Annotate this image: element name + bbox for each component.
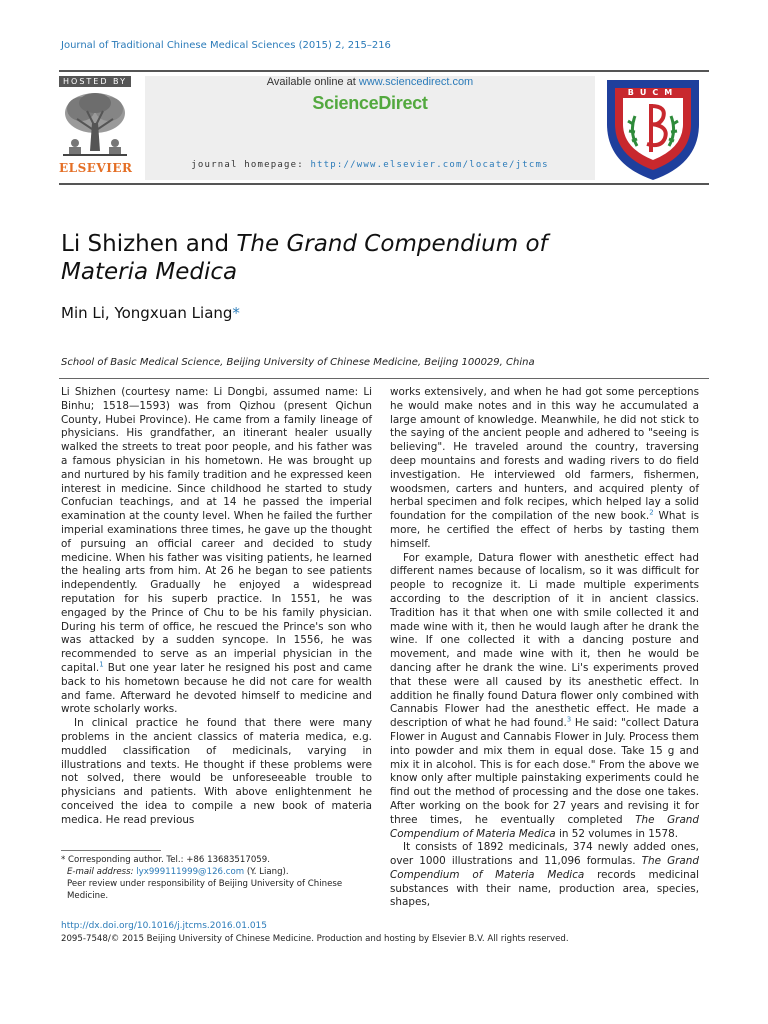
reference-link-1[interactable]: 1 <box>99 660 104 669</box>
title-italic-1: The Grand Compendium of <box>236 231 548 257</box>
book-title: The Grand Compendium of Materia Medica <box>390 813 699 840</box>
bucm-crest-icon <box>601 72 705 184</box>
peer-review-note: Peer review under responsibility of Beijing University of Chinese Medicine. <box>67 879 343 901</box>
corresponding-author-note: * Corresponding author. Tel.: +86 13683517059. <box>61 855 270 865</box>
paragraph-text: In clinical practice he found that there were many problems in the ancient classics of materia medica, e.g. muddled classification of medicinals, varying in illustrations and texts. He thought if these problems were not solved, there would be unforeseeable trouble to physicians and patients. With above enlightenment he conceived the idea to compile a new book of materia medica. He read previous <box>61 717 372 826</box>
footnote-rule <box>61 850 161 851</box>
body-paragraph <box>390 841 699 910</box>
paragraph-text: What is more, he certified the effect of herbs by tasting them himself. <box>390 510 699 550</box>
reference-link-3[interactable]: 3 <box>566 715 572 724</box>
paragraph-text: He said: "collect Datura Flower in August and Cannabis Flower in July. Process them into powder and mix them in equal dose. Take 15 g and mix it in alcohol. This is for each dose." From the above we know only after multiple painstaking experiments could he find out the method of processing and the dose one takes. After working on the book for 27 years and revising it for three times, he eventually completed <box>390 717 699 826</box>
sciencedirect-banner <box>145 76 595 180</box>
paragraph-text: It consists of 1892 medicinals, 374 newly added ones, over 1000 illustrations and 11,096 formulas. <box>390 841 699 868</box>
elsevier-logo[interactable] <box>59 76 135 180</box>
paragraph-text: For example, Datura flower with anesthetic effect had different names because of localism, so it was difficult for people to recognize it. Li made multiple experiments according to the description of it in ancient classics. Tradition has it that when one with smile collected it and made wine with it, then he would laugh after he drank the wine. If one collected it with a dancing posture and movement, and made wine with it, then he would be dancing after he drank the wine. Li's experiments proved that these were all caused by its anesthetic effect. In addition he finally found Datura flower only combined with Cannabis Flower had the anesthetic effect. He made a description of what he had found. <box>390 551 699 730</box>
title-plain: Li Shizhen and <box>61 231 237 257</box>
body-paragraph <box>390 386 699 552</box>
title-italic-2: Materia Medica <box>61 259 238 285</box>
doi-link[interactable]: http://dx.doi.org/10.1016/j.jtcms.2016.01.015 <box>61 921 268 931</box>
body-column-right <box>390 386 699 910</box>
body-paragraph <box>61 386 372 717</box>
masthead-bottom-rule <box>59 183 709 185</box>
journal-homepage <box>145 160 595 170</box>
body-column-left <box>61 386 372 828</box>
reference-link-2[interactable]: 2 <box>649 508 654 517</box>
paragraph-text: works extensively, and when he had got some perceptions he would make notes and in this way he accumulated a large amount of knowledge. Meanwhile, he did not stick to the saying of the ancient people and adhered to "seeing is believing". He traveled around the country, traversing deep mountains and forests and wading rivers to do field investigation. He interviewed old farmers, fishermen, woodsmen, carters and hunters, and acquired plenty of herbal specimen and folk recipes, which helped lay a solid foundation for the compilation of the new book. <box>390 386 699 523</box>
section-divider <box>59 378 709 379</box>
paragraph-text: records medicinal substances with their name, production area, species, shapes, <box>390 868 699 909</box>
homepage-label: journal homepage: <box>191 160 311 170</box>
email-link[interactable]: lyx999111999@126.com <box>136 867 245 877</box>
sciencedirect-logo[interactable]: ScienceDirect <box>312 93 428 113</box>
sciencedirect-link[interactable]: www.sciencedirect.com <box>358 76 474 88</box>
paragraph-text: in 52 volumes in 1578. <box>555 827 679 840</box>
paragraph-text: Li Shizhen (courtesy name: Li Dongbi, assumed name: Li Binhu; 1518—1593) was from Qizhou (present Qichun County, Hubei Province). He came from a family lineage of physicians. His grandfather, an itinerant healer usually walked the streets to treat poor people, and his father was a famous physician in his hometown. He was brought up and nurtured by his family tradition and he expressed keen interest in medicine. Since childhood he started to study Confucian teachings, and at 14 he passed the imperial examination at the county level. When he failed the further imperial examinations three times, he gave up the thought of pursuing an official career and decided to study medicine. When his father was visiting patients, he learned the healing arts from him. At 26 he began to see patients independently. Gradually he enjoyed a widespread reputation for his superb practice. In 1551, he was engaged by the Prince of Chu to be his family physician. During his term of office, he rescued the Prince's son who was attacked by a sudden syncope. In 1556, he was recommended to serve as an imperial physician in the capital. <box>61 386 372 674</box>
copyright-line: 2095-7548/© 2015 Beijing University of Chinese Medicine. Production and hosting by Elsevier B.V. All rights reserved. <box>61 934 569 944</box>
author-names: Min Li, Yongxuan Liang <box>61 304 233 322</box>
body-paragraph <box>61 717 372 827</box>
email-note <box>61 866 372 878</box>
body-paragraph <box>390 552 699 842</box>
paragraph-text: But one year later he resigned his post and came back to his hometown because he did not care for wealth and fame. Afterward he devoted himself to medicine and wrote scholarly works. <box>61 661 372 716</box>
email-label: E-mail address: <box>67 867 137 877</box>
corresponding-author-mark[interactable]: * <box>232 304 240 322</box>
hosted-by-label: HOSTED BY <box>59 76 131 87</box>
affiliation: School of Basic Medical Science, Beijing University of Chinese Medicine, Beijing 100029, China <box>61 357 535 368</box>
masthead <box>59 72 709 184</box>
available-online <box>145 76 595 88</box>
journal-reference[interactable]: Journal of Traditional Chinese Medical Sciences (2015) 2, 215–216 <box>61 40 391 51</box>
elsevier-wordmark: ELSEVIER <box>59 161 133 175</box>
elsevier-tree-icon <box>59 89 131 161</box>
available-prefix: Available online at <box>266 76 359 88</box>
footnotes <box>61 854 372 902</box>
author-list <box>61 304 240 322</box>
svg-text:BUCM: BUCM <box>627 88 679 97</box>
email-suffix: (Y. Liang). <box>244 867 289 877</box>
article-title <box>61 230 701 286</box>
homepage-link[interactable]: http://www.elsevier.com/locate/jtcms <box>310 160 549 170</box>
book-title: The Grand Compendium of Materia Medica <box>390 855 699 881</box>
